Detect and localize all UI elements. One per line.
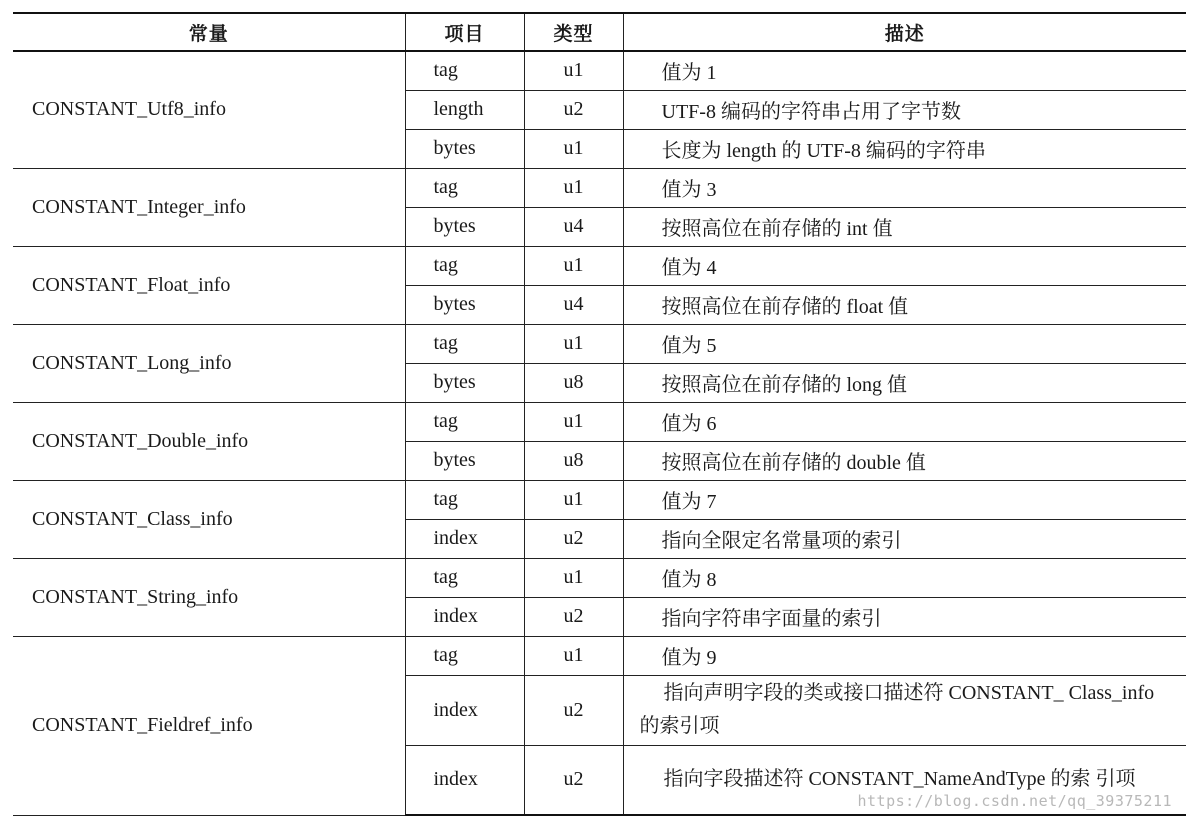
item-cell: tag bbox=[405, 51, 524, 90]
constant-name: CONSTANT_Float_info bbox=[13, 246, 405, 324]
type-cell: u1 bbox=[524, 324, 623, 363]
type-cell: u2 bbox=[524, 745, 623, 815]
table-row bbox=[13, 324, 1186, 363]
desc-cell: 按照高位在前存储的 float 值 bbox=[623, 285, 1186, 324]
desc-cell: 值为 3 bbox=[623, 168, 1186, 207]
type-cell: u2 bbox=[524, 597, 623, 636]
header-row bbox=[13, 13, 1186, 51]
item-cell: tag bbox=[405, 636, 524, 675]
desc-text: 指向字段描述符 CONSTANT_NameAndType 的索 引项 bbox=[663, 768, 1136, 791]
desc-cell: 值为 5 bbox=[623, 324, 1186, 363]
item-cell: tag bbox=[405, 246, 524, 285]
type-cell: u4 bbox=[524, 285, 623, 324]
table-row bbox=[13, 168, 1186, 207]
item-cell: length bbox=[405, 90, 524, 129]
type-cell: u1 bbox=[524, 636, 623, 675]
item-cell: tag bbox=[405, 324, 524, 363]
header-item: 项目 bbox=[405, 13, 524, 51]
item-cell: bytes bbox=[405, 285, 524, 324]
desc-text: 指向声明字段的类或接口描述符 CONSTANT_ Class_info 的索引项 bbox=[639, 682, 1155, 737]
type-cell: u2 bbox=[524, 675, 623, 745]
item-cell: index bbox=[405, 745, 524, 815]
type-cell: u1 bbox=[524, 51, 623, 90]
constant-pool-table bbox=[13, 12, 1186, 816]
type-cell: u8 bbox=[524, 441, 623, 480]
item-cell: index bbox=[405, 519, 524, 558]
desc-cell: UTF-8 编码的字符串占用了字节数 bbox=[623, 90, 1186, 129]
desc-cell: 长度为 length 的 UTF-8 编码的字符串 bbox=[623, 129, 1186, 168]
header-desc: 描述 bbox=[623, 13, 1186, 51]
header-type: 类型 bbox=[524, 13, 623, 51]
desc-cell: 值为 1 bbox=[623, 51, 1186, 90]
constant-pool-table-sheet bbox=[13, 12, 1186, 816]
item-cell: tag bbox=[405, 558, 524, 597]
table-row bbox=[13, 402, 1186, 441]
constant-name: CONSTANT_Long_info bbox=[13, 324, 405, 402]
type-cell: u4 bbox=[524, 207, 623, 246]
item-cell: index bbox=[405, 675, 524, 745]
constant-name: CONSTANT_Fieldref_info bbox=[13, 636, 405, 815]
desc-cell: 值为 7 bbox=[623, 480, 1186, 519]
desc-cell: 按照高位在前存储的 long 值 bbox=[623, 363, 1186, 402]
type-cell: u1 bbox=[524, 480, 623, 519]
table-row bbox=[13, 51, 1186, 90]
constant-name: CONSTANT_Utf8_info bbox=[13, 51, 405, 168]
desc-cell: 值为 4 bbox=[623, 246, 1186, 285]
desc-cell: 值为 9 bbox=[623, 636, 1186, 675]
constant-name: CONSTANT_String_info bbox=[13, 558, 405, 636]
item-cell: tag bbox=[405, 402, 524, 441]
table-row bbox=[13, 636, 1186, 675]
item-cell: tag bbox=[405, 480, 524, 519]
constant-name: CONSTANT_Double_info bbox=[13, 402, 405, 480]
type-cell: u1 bbox=[524, 129, 623, 168]
type-cell: u2 bbox=[524, 90, 623, 129]
table-row bbox=[13, 558, 1186, 597]
watermark-url: https://blog.csdn.net/qq_39375211 bbox=[857, 792, 1172, 810]
item-cell: bytes bbox=[405, 363, 524, 402]
item-cell: index bbox=[405, 597, 524, 636]
type-cell: u1 bbox=[524, 246, 623, 285]
desc-cell: 按照高位在前存储的 double 值 bbox=[623, 441, 1186, 480]
table-row bbox=[13, 246, 1186, 285]
type-cell: u1 bbox=[524, 402, 623, 441]
constant-name: CONSTANT_Class_info bbox=[13, 480, 405, 558]
type-cell: u1 bbox=[524, 558, 623, 597]
constant-name: CONSTANT_Integer_info bbox=[13, 168, 405, 246]
header-constant: 常量 bbox=[13, 13, 405, 51]
desc-cell bbox=[623, 675, 1186, 745]
item-cell: bytes bbox=[405, 441, 524, 480]
item-cell: tag bbox=[405, 168, 524, 207]
type-cell: u1 bbox=[524, 168, 623, 207]
desc-cell: 指向字符串字面量的索引 bbox=[623, 597, 1186, 636]
desc-cell: 值为 8 bbox=[623, 558, 1186, 597]
item-cell: bytes bbox=[405, 207, 524, 246]
desc-cell: 指向全限定名常量项的索引 bbox=[623, 519, 1186, 558]
desc-cell: 按照高位在前存储的 int 值 bbox=[623, 207, 1186, 246]
table-row bbox=[13, 480, 1186, 519]
item-cell: bytes bbox=[405, 129, 524, 168]
desc-cell: 值为 6 bbox=[623, 402, 1186, 441]
type-cell: u8 bbox=[524, 363, 623, 402]
type-cell: u2 bbox=[524, 519, 623, 558]
